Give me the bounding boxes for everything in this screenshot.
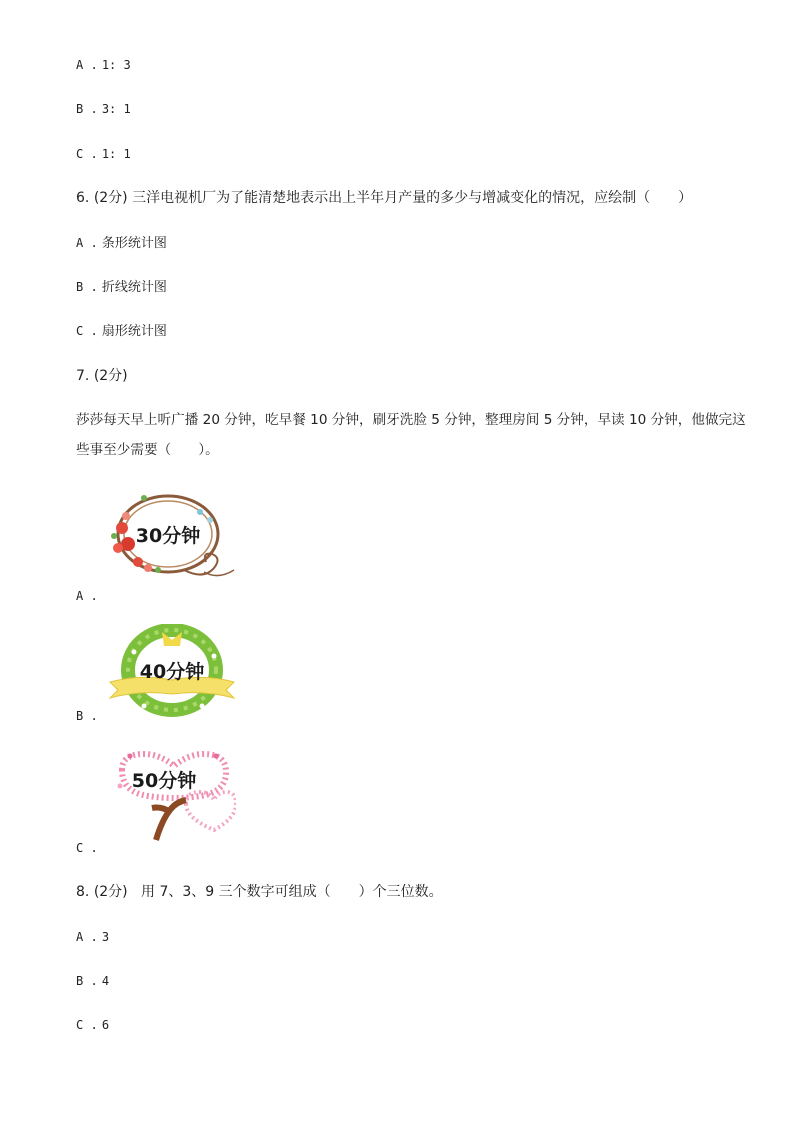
q7-header	[76, 366, 128, 386]
q6-option-b: B . 折线统计图	[76, 280, 167, 295]
q5-option-c: C . 1: 1	[76, 147, 131, 161]
vine-wreath-image	[104, 488, 244, 590]
q8-option-c: C . 6	[76, 1018, 110, 1032]
q8-stem	[76, 882, 443, 902]
pink-heart-tree-image	[112, 746, 236, 842]
pink-heart-tree-label: 50分钟	[131, 770, 197, 792]
q7-option-c: C .	[76, 841, 98, 855]
q8-text: 用 7、3、9 三个数字可组成（ ）个三位数。	[141, 884, 443, 900]
q6-score: (2分)	[93, 190, 128, 206]
q7-text-line2: 些事至少需要（ ）。	[76, 442, 219, 458]
q6-text: 三洋电视机厂为了能清楚地表示出上半年月产量的多少与增减变化的情况，应绘制（ ）	[132, 190, 693, 206]
q8-score: (2分)	[93, 884, 128, 900]
q6-number: 6.	[76, 190, 90, 206]
green-wreath-image	[104, 624, 242, 720]
q6-option-a: A . 条形统计图	[76, 236, 167, 251]
q7-option-b: B .	[76, 709, 98, 723]
q7-number: 7.	[76, 368, 90, 384]
q8-option-b: B . 4	[76, 974, 110, 988]
q6-stem	[76, 188, 692, 208]
q5-option-a: A . 1: 3	[76, 58, 131, 72]
vine-wreath-label: 30分钟	[135, 525, 201, 547]
q7-option-a: A .	[76, 589, 98, 603]
q7-score: (2分)	[93, 368, 128, 384]
green-wreath-label: 40分钟	[139, 661, 205, 683]
q5-option-b: B . 3: 1	[76, 102, 131, 116]
q8-option-a: A . 3	[76, 930, 110, 944]
q6-option-c: C . 扇形统计图	[76, 324, 167, 339]
q7-text-line1: 莎莎每天早上听广播 20 分钟，吃早餐 10 分钟，刷牙洗脸 5 分钟，整理房间 5 分钟，早读 10 分钟，他做完这	[76, 412, 746, 428]
q8-number: 8.	[76, 884, 90, 900]
